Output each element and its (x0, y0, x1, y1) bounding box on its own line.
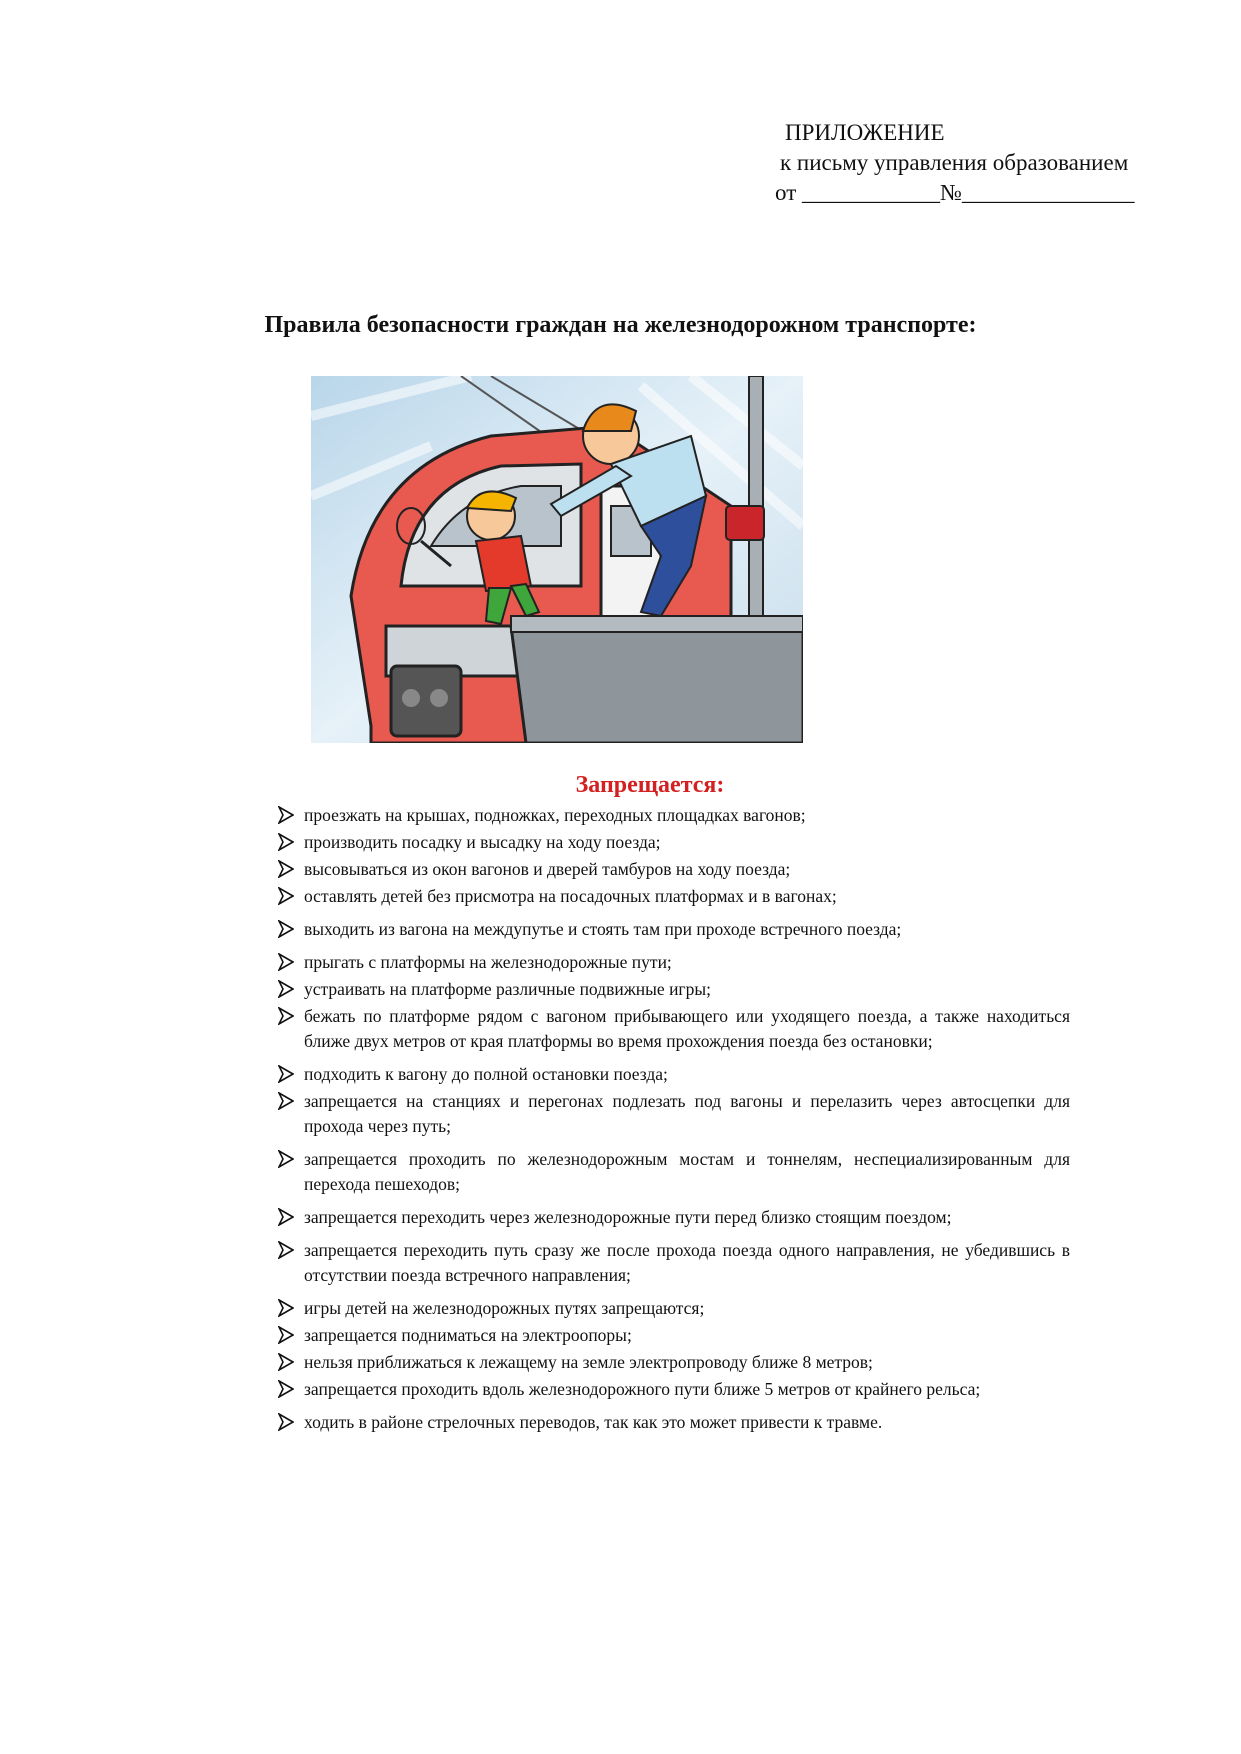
arrowhead-bullet-icon (278, 1413, 294, 1431)
rule-text: оставлять детей без присмотра на посадочных платформах и в вагонах; (304, 886, 837, 906)
arrowhead-bullet-icon (278, 1208, 294, 1226)
appendix-block (775, 118, 1134, 208)
train-platform-illustration (311, 376, 803, 743)
list-item (278, 1147, 1070, 1197)
date-number-line: от ____________№_______________ (775, 180, 1135, 205)
list-item (278, 1410, 1070, 1435)
arrowhead-bullet-icon (278, 887, 294, 905)
rule-text: нельзя приближаться к лежащему на земле электропроводу ближе 8 метров; (304, 1352, 873, 1372)
arrowhead-bullet-icon (278, 1007, 294, 1025)
arrowhead-bullet-icon (278, 1299, 294, 1317)
arrowhead-bullet-icon (278, 953, 294, 971)
rule-text: устраивать на платформе различные подвижные игры; (304, 979, 711, 999)
rule-text: запрещается подниматься на электроопоры; (304, 1325, 632, 1345)
arrowhead-bullet-icon (278, 920, 294, 938)
rule-text: запрещается переходить путь сразу же после прохода поезда одного направления, не убедившись в отсутствии поезда встречного направления; (304, 1240, 1070, 1285)
list-item (278, 1205, 1070, 1230)
arrowhead-bullet-icon (278, 1353, 294, 1371)
list-item (278, 830, 1070, 855)
list-item (278, 884, 1070, 909)
rule-text: подходить к вагону до полной остановки поезда; (304, 1064, 668, 1084)
list-item (278, 857, 1070, 882)
arrowhead-bullet-icon (278, 1241, 294, 1259)
rule-text: игры детей на железнодорожных путях запрещаются; (304, 1298, 705, 1318)
list-item (278, 950, 1070, 975)
arrowhead-bullet-icon (278, 833, 294, 851)
document-title: Правила безопасности граждан на железнодорожном транспорте: (264, 312, 977, 338)
list-item (278, 1323, 1070, 1348)
rule-text: запрещается проходить вдоль железнодорожного пути ближе 5 метров от крайнего рельса; (304, 1379, 981, 1399)
rule-text: выходить из вагона на междупутье и стоять там при проходе встречного поезда; (304, 919, 902, 939)
rule-text: прыгать с платформы на железнодорожные пути; (304, 952, 672, 972)
list-item (278, 1004, 1070, 1054)
list-item (278, 1377, 1070, 1402)
rule-text: ходить в районе стрелочных переводов, так как это может привести к травме. (304, 1412, 883, 1432)
rule-text: бежать по платформе рядом с вагоном прибывающего или уходящего поезда, а также находиться ближе двух метров от края платформы во время прохождения поезда без остановки; (304, 1006, 1070, 1051)
arrowhead-bullet-icon (278, 980, 294, 998)
arrowhead-bullet-icon (278, 1380, 294, 1398)
rule-text: запрещается на станциях и перегонах подлезать под вагоны и перелазить через автосцепки для прохода через путь; (304, 1091, 1070, 1136)
rule-text: запрещается переходить через железнодорожные пути перед близко стоящим поездом; (304, 1207, 952, 1227)
appendix-label: ПРИЛОЖЕНИЕ (785, 120, 945, 145)
arrowhead-bullet-icon (278, 1065, 294, 1083)
list-item (278, 803, 1070, 828)
rule-text: производить посадку и высадку на ходу поезда; (304, 832, 661, 852)
list-item (278, 1062, 1070, 1087)
letter-reference: к письму управления образованием (780, 150, 1129, 175)
rule-text: высовываться из окон вагонов и дверей тамбуров на ходу поезда; (304, 859, 791, 879)
arrowhead-bullet-icon (278, 1150, 294, 1168)
arrowhead-bullet-icon (278, 860, 294, 878)
arrowhead-bullet-icon (278, 1326, 294, 1344)
list-item (278, 917, 1070, 942)
arrowhead-bullet-icon (278, 806, 294, 824)
rules-list (278, 803, 1070, 1437)
list-item (278, 1238, 1070, 1288)
arrowhead-bullet-icon (278, 1092, 294, 1110)
rule-text: проезжать на крышах, подножках, переходных площадках вагонов; (304, 805, 806, 825)
rule-text: запрещается проходить по железнодорожным мостам и тоннелям, неспециализированным для перехода пешеходов; (304, 1149, 1070, 1194)
list-item (278, 1089, 1070, 1139)
list-item (278, 1296, 1070, 1321)
list-item (278, 977, 1070, 1002)
list-item (278, 1350, 1070, 1375)
forbidden-heading: Запрещается: (575, 772, 725, 798)
